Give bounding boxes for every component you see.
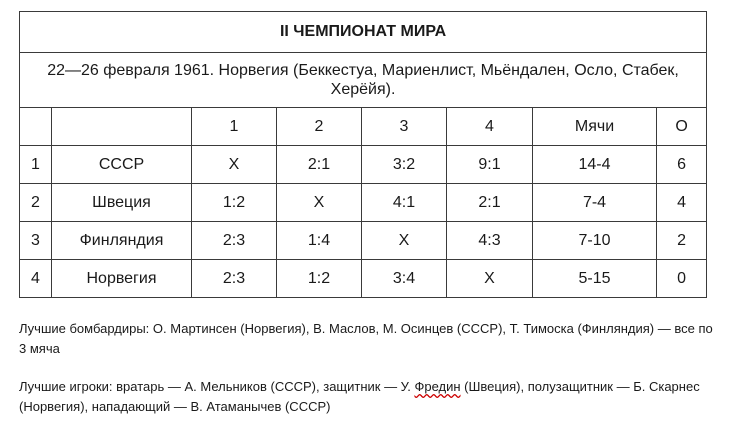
table-row <box>20 184 707 222</box>
team-cell: Финляндия <box>52 222 192 260</box>
info-row <box>20 53 707 108</box>
team-cell: Швеция <box>52 184 192 222</box>
points-cell: 4 <box>657 184 707 222</box>
result-cell: 1:2 <box>277 260 362 298</box>
points-cell: 0 <box>657 260 707 298</box>
header-cell-2: 2 <box>277 108 362 146</box>
result-cell: 2:3 <box>192 222 277 260</box>
result-cell: 4:3 <box>447 222 533 260</box>
result-cell: 1:4 <box>277 222 362 260</box>
table-row <box>20 146 707 184</box>
points-cell: 6 <box>657 146 707 184</box>
position-cell: 1 <box>20 146 52 184</box>
result-cell: 4:1 <box>362 184 447 222</box>
table-row <box>20 222 707 260</box>
championship-info: 22—26 февраля 1961. Норвегия (Беккестуа, Мариенлист, Мьёндален, Осло, Стабек, Херёйя). <box>20 53 707 108</box>
result-cell: X <box>362 222 447 260</box>
header-cell-4: 4 <box>447 108 533 146</box>
position-cell: 4 <box>20 260 52 298</box>
result-cell: 3:4 <box>362 260 447 298</box>
result-cell: 2:1 <box>447 184 533 222</box>
misspelled-word[interactable]: Фредин <box>414 379 461 394</box>
goals-cell: 7-4 <box>533 184 657 222</box>
title-row <box>20 12 707 53</box>
table-row <box>20 260 707 298</box>
best-players-note <box>19 377 719 417</box>
header-cell-1: 1 <box>192 108 277 146</box>
header-cell-3: 3 <box>362 108 447 146</box>
team-cell: СССР <box>52 146 192 184</box>
result-cell: 2:1 <box>277 146 362 184</box>
standings-table <box>19 11 707 298</box>
result-cell: X <box>192 146 277 184</box>
header-cell-team <box>52 108 192 146</box>
position-cell: 2 <box>20 184 52 222</box>
header-cell-pos <box>20 108 52 146</box>
goals-cell: 14-4 <box>533 146 657 184</box>
header-row <box>20 108 707 146</box>
team-cell: Норвегия <box>52 260 192 298</box>
result-cell: 2:3 <box>192 260 277 298</box>
goals-cell: 5-15 <box>533 260 657 298</box>
championship-title: II ЧЕМПИОНАТ МИРА <box>20 12 707 53</box>
result-cell: X <box>277 184 362 222</box>
best-players-text-start: Лучшие игроки: вратарь — А. Мельников (СССР), защитник — У. <box>19 379 415 394</box>
result-cell: 3:2 <box>362 146 447 184</box>
header-cell-goals: Мячи <box>533 108 657 146</box>
best-players-text-end: (Швеция), полузащитник — Б. Скарнес (Норвегия), нападающий — В. Атаманычев (СССР) <box>19 379 700 414</box>
result-cell: X <box>447 260 533 298</box>
position-cell: 3 <box>20 222 52 260</box>
points-cell: 2 <box>657 222 707 260</box>
result-cell: 9:1 <box>447 146 533 184</box>
goals-cell: 7-10 <box>533 222 657 260</box>
header-cell-points: О <box>657 108 707 146</box>
result-cell: 1:2 <box>192 184 277 222</box>
top-scorers-note: Лучшие бомбардиры: О. Мартинсен (Норвегия), В. Маслов, М. Осинцев (СССР), Т. Тимоска (Финляндия) — все по 3 мяча <box>19 321 713 356</box>
